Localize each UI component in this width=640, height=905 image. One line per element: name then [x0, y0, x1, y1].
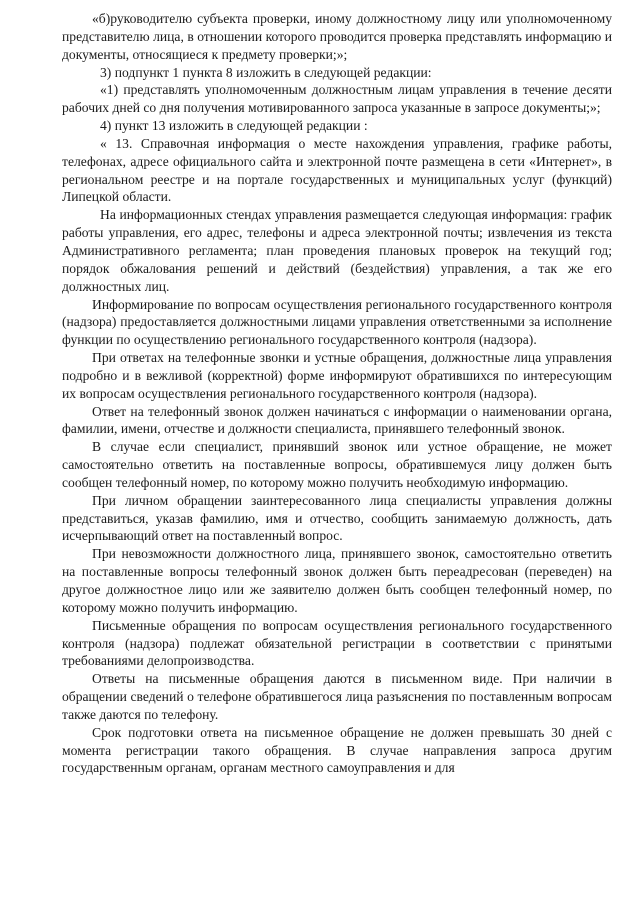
paragraph-6: На информационных стендах управления размещается следующая информация: график работы управления, его адрес, телефоны и адреса электронной почты; извлечения из текста Административного регламента; план проведения плановых проверок на текущий год; порядок обжалования решений и действий (бездействия) управления, а так же его должностных лиц.	[62, 207, 612, 294]
paragraph-9: Ответ на телефонный звонок должен начинаться с информации о наименовании органа, фамилии, имени, отчестве и должности специалиста, принявшего телефонный звонок.	[62, 403, 612, 437]
paragraph-10: В случае если специалист, принявший звонок или устное обращение, не может самостоятельно ответить на поставленные вопросы, обратившемуся лицу должен быть сообщен телефонный номер, по которому можно получить необходимую информацию.	[62, 439, 612, 490]
paragraph-8: При ответах на телефонные звонки и устные обращения, должностные лица управления подробно и в вежливой (корректной) форме информируют обратившихся по интересующим их вопросам осуществления регионального государственного контроля (надзора).	[62, 350, 612, 401]
paragraph-14: Ответы на письменные обращения даются в письменном виде. При наличии в обращении сведений о телефоне обратившегося лица разъяснения по поставленным вопросам также даются по телефону.	[62, 671, 612, 722]
document-page	[62, 10, 612, 777]
paragraph-1: «б)руководителю субъекта проверки, иному должностному лицу или уполномоченному представителю лица, в отношении которого проводится проверка представлять информацию и документы, относящиеся к предмету проверки;»;	[62, 11, 612, 62]
paragraph-11: При личном обращении заинтересованного лица специалисты управления должны представиться, указав фамилию, имя и отчество, сообщить занимаемую должность, дать исчерпывающий ответ на поставленный вопрос.	[62, 492, 612, 544]
paragraph-13: Письменные обращения по вопросам осуществления регионального государственного контроля (надзора) подлежат обязательной регистрации в соответствии с принятыми требованиями делопроизводства.	[62, 617, 612, 669]
paragraph-12: При невозможности должностного лица, принявшего звонок, самостоятельно ответить на поставленные вопросы телефонный звонок должен быть переадресован (переведен) на другое должностное лицо или же заявителю должен быть сообщен телефонный номер, по которому можно получить информацию.	[62, 546, 612, 615]
paragraph-15: Срок подготовки ответа на письменное обращение не должен превышать 30 дней с момента регистрации такого обращения. В случае направления запроса другим государственным органам, органам местного самоуправления и для	[62, 724, 612, 776]
paragraph-3: «1) представлять уполномоченным должностным лицам управления в течение десяти рабочих дней со дня получения мотивированного запроса указанные в запросе документы;»;	[62, 82, 612, 116]
paragraph-2: 3) подпункт 1 пункта 8 изложить в следующей редакции:	[100, 64, 432, 80]
paragraph-4: 4) пункт 13 изложить в следующей редакции :	[100, 118, 368, 134]
paragraph-5: « 13. Справочная информация о месте нахождения управления, графике работы, телефонах, адресе официального сайта и электронной почте размещена в сети «Интернет», в региональном реестре и на портале государственных и муниципальных услуг (функций) Липецкой области.	[62, 135, 612, 205]
paragraph-7: Информирование по вопросам осуществления регионального государственного контроля (надзора) предоставляется должностными лицами управления ответственными за исполнение функции по осуществлению регионального государственного контроля (надзора).	[62, 296, 612, 348]
